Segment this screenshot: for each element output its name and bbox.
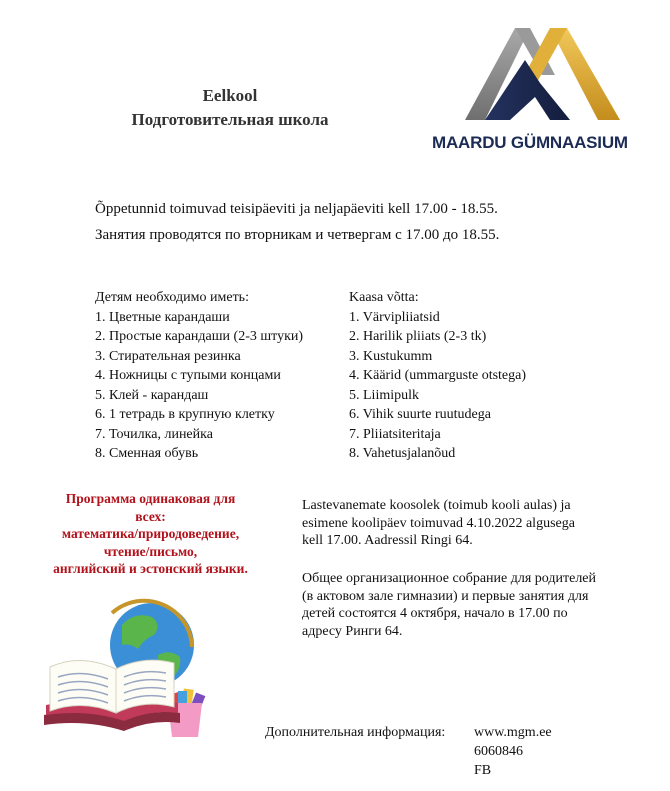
school-logo (430, 25, 640, 160)
list-item: 2. Простые карандаши (2-3 штуки) (95, 329, 304, 344)
schedule-info (95, 196, 499, 248)
list-item: 6. Vihik suurte ruutudega (349, 407, 491, 422)
supplies-list-et (349, 288, 526, 464)
list-item: 1. Цветные карандаши (95, 309, 230, 325)
list-item: 7. Точилка, линейка (95, 426, 213, 442)
list-item: 8. Сменная обувь (95, 446, 199, 461)
meeting-line-ru: детей состоятся 4 октября, начало в 17.00 по (302, 606, 568, 621)
school-supplies-illustration (40, 595, 215, 740)
program-line: английский и эстонский языки. (53, 561, 248, 576)
meeting-line-ru: адресу Ринги 64. (302, 623, 403, 639)
supplies-heading-et: Kaasa võtta: (349, 290, 419, 305)
list-item: 3. Kustukumm (349, 348, 433, 364)
list-item: 5. Клей - карандаш (95, 387, 209, 403)
list-item: 3. Стирательная резинка (95, 348, 241, 364)
contact-label: Дополнительная информация: (265, 725, 446, 740)
list-item: 5. Liimipulk (349, 387, 419, 403)
contact-values (474, 723, 552, 780)
list-item: 6. 1 тетрадь в крупную клетку (95, 407, 275, 422)
list-item: 4. Ножницы с тупыми концами (95, 368, 281, 383)
open-book-icon (44, 660, 180, 731)
program-line: чтение/письмо, (103, 543, 198, 559)
schedule-line-ru: Занятия проводятся по вторникам и четвергам с 17.00 до 18.55. (95, 227, 500, 243)
list-item: 8. Vahetusjalanõud (349, 446, 456, 461)
meeting-line-ru: (в актовом зале гимназии) и первые занятия для (302, 588, 589, 604)
program-line: математика/природоведение, (61, 526, 240, 541)
meeting-info-et (302, 497, 647, 550)
supplies-list-ru (95, 288, 303, 464)
meeting-line-et: kell 17.00. Aadressil Ringi 64. (302, 533, 473, 548)
meeting-line-et: esimene koolipäev toimuvad 4.10.2022 algusega (302, 515, 575, 531)
website-link[interactable]: www.mgm.ee (474, 725, 552, 740)
phone-number: 6060846 (474, 744, 523, 759)
mountain-logo-icon (430, 25, 640, 125)
list-item: 4. Käärid (ummarguste otstega) (349, 368, 527, 383)
list-item: 1. Värvipliiatsid (349, 309, 440, 325)
program-notice (28, 490, 273, 578)
list-item: 7. Pliiatsiteritaja (349, 426, 441, 442)
title-line-ru: Подготовительная школа (131, 110, 329, 129)
meeting-line-ru: Общее организационное собрание для родителей (302, 571, 597, 586)
meeting-line-et: Lastevanemate koosolek (toimub kooli aulas) ja (302, 498, 571, 513)
facebook-link[interactable]: FB (474, 763, 492, 778)
page-title (95, 84, 365, 132)
supplies-heading-ru: Детям необходимо иметь: (95, 290, 249, 305)
schedule-line-et: Õppetunnid toimuvad teisipäeviti ja neljapäeviti kell 17.00 - 18.55. (95, 201, 498, 217)
meeting-info-ru (302, 570, 647, 640)
program-line: Программа одинаковая для (65, 491, 236, 506)
program-line: всех: (135, 508, 166, 524)
logo-wordmark: MAARDU GÜMNAASIUM (432, 133, 628, 152)
title-line-et: Eelkool (202, 86, 258, 105)
list-item: 2. Harilik pliiats (2-3 tk) (349, 329, 487, 344)
